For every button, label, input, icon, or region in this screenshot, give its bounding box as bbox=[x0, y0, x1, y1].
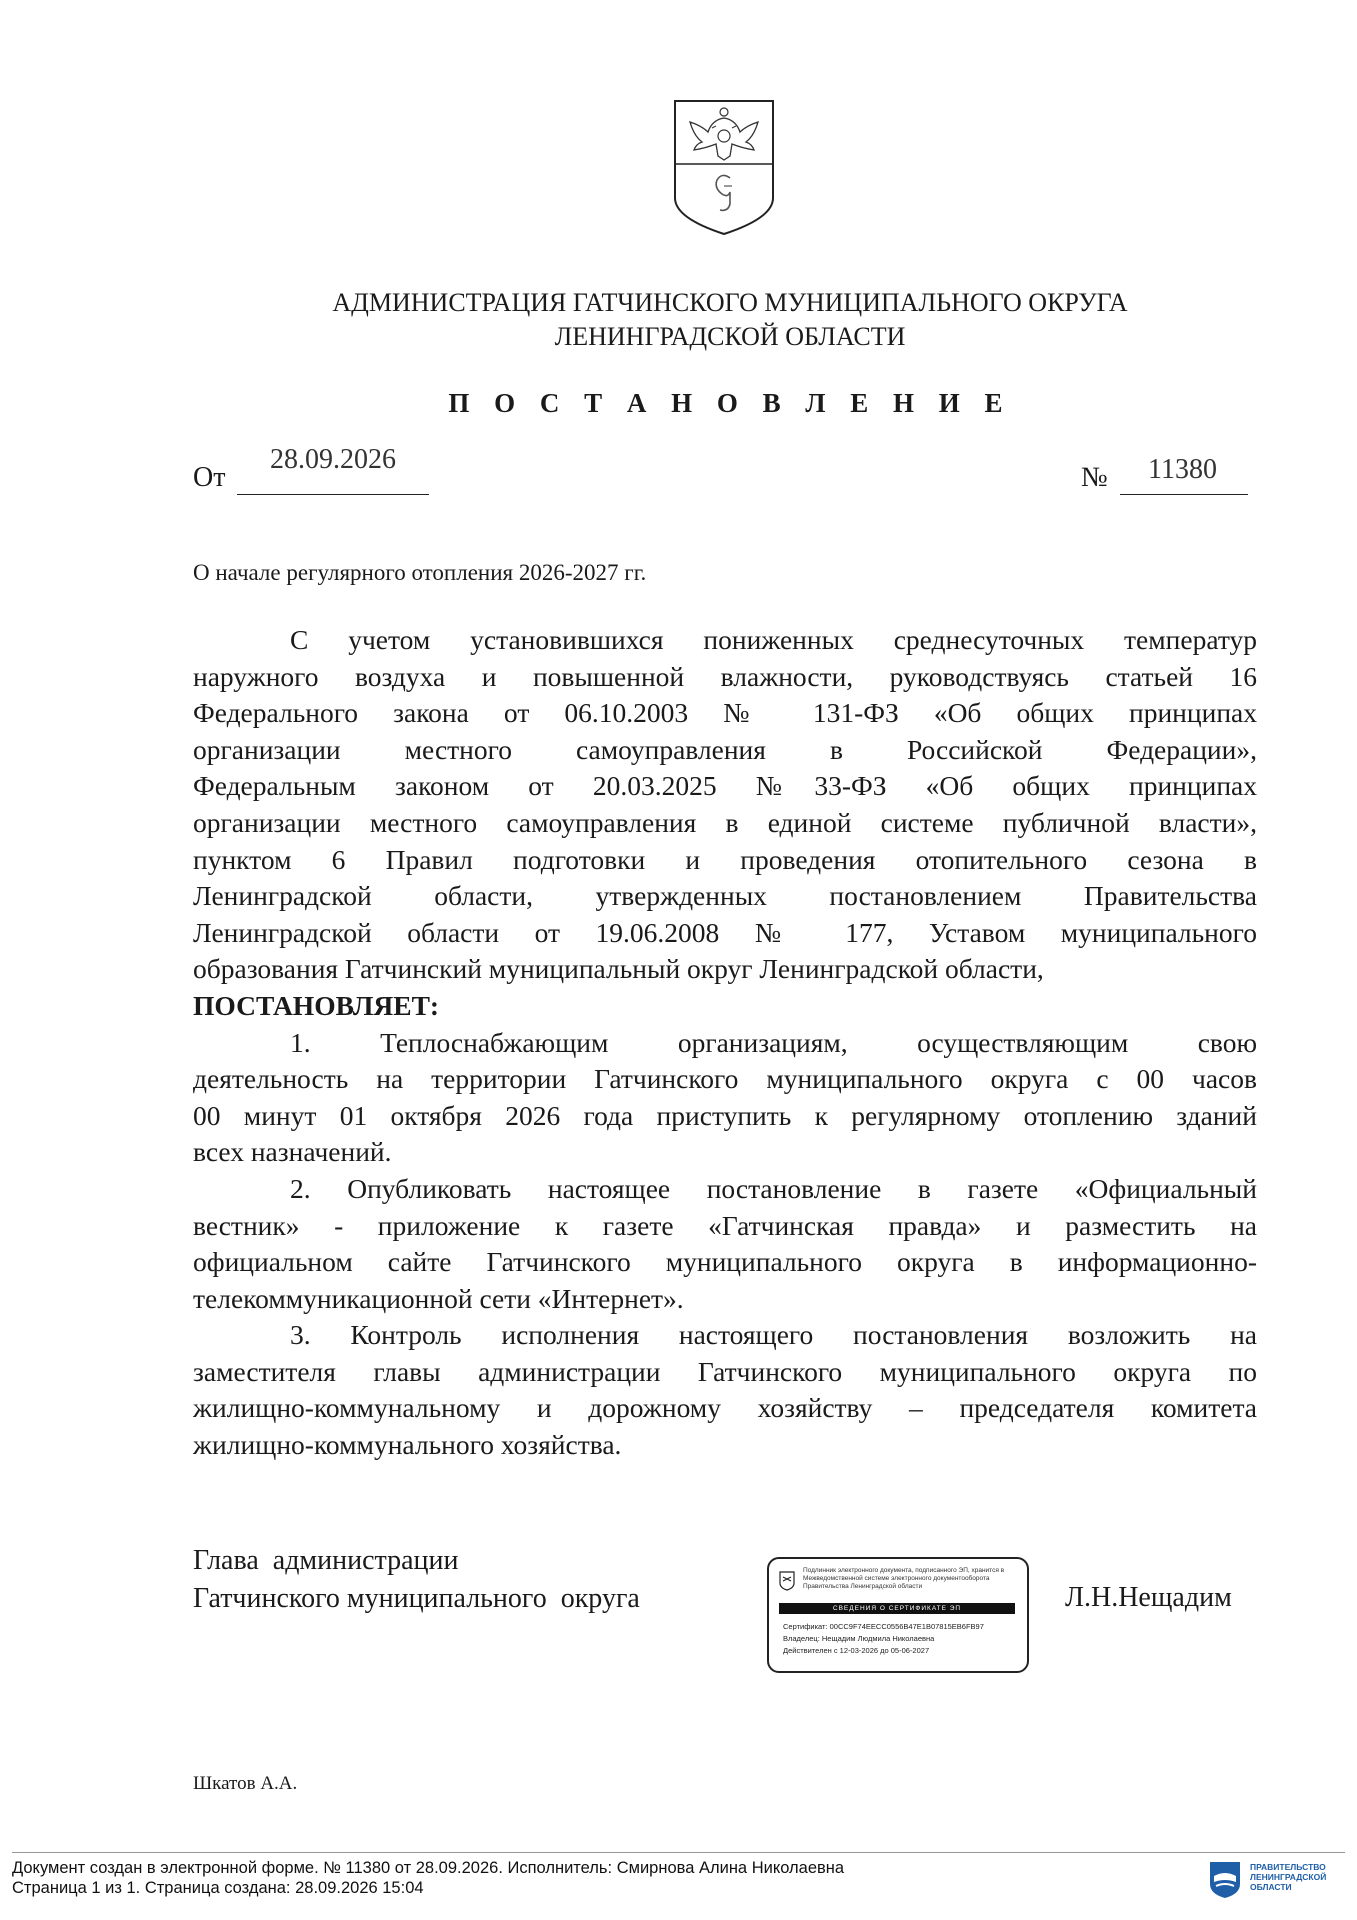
stamp-notice: Подлинник электронного документа, подписанного ЭП, хранится в Межведомственной системе электронного документооборота Правительства Ленинградской области bbox=[803, 1567, 1005, 1590]
stamp-certificate: Сертификат: 00CC9F74EECC0556B47E1B07815EB6FB97 bbox=[783, 1622, 984, 1631]
item-2 bbox=[193, 1171, 1257, 1317]
item-line: деятельность на территории Гатчинского муниципального округа с 00 часов bbox=[193, 1063, 1257, 1095]
resolves-text: ПОСТАНОВЛЯЕТ: bbox=[193, 989, 440, 1021]
preamble-line: наружного воздуха и повышенной влажности, руководствуясь статьей 16 bbox=[193, 660, 1257, 692]
preamble-line: Ленинградской области, утвержденных постановлением Правительства bbox=[193, 880, 1257, 912]
signatory-name: Л.Н.Нещадим bbox=[1065, 1582, 1232, 1613]
government-logo bbox=[1208, 1860, 1338, 1904]
document-body bbox=[193, 622, 1257, 1464]
government-emblem-icon bbox=[1208, 1860, 1242, 1900]
e-signature-stamp bbox=[767, 1557, 1029, 1673]
item-line: заместителя главы администрации Гатчинского муниципального округа по bbox=[193, 1355, 1257, 1387]
item-line: 00 минут 01 октября 2026 года приступить к регулярному отоплению зданий bbox=[193, 1099, 1257, 1131]
footer-line-2: Страница 1 из 1. Страница создана: 28.09.2026 15:04 bbox=[12, 1879, 424, 1897]
resolves-heading bbox=[193, 988, 1257, 1025]
stamp-info bbox=[783, 1621, 1019, 1657]
document-subject: О начале регулярного отопления 2026-2027 гг. bbox=[193, 560, 647, 585]
preamble-line: С учетом установившихся пониженных среднесуточных температур bbox=[290, 624, 1257, 655]
item-line: 1. Теплоснабжающим организациям, осуществляющим свою bbox=[290, 1026, 1257, 1058]
stamp-owner: Владелец: Нещадим Людмила Николаевна bbox=[783, 1634, 935, 1643]
item-1 bbox=[193, 1025, 1257, 1171]
document-number: 11380 bbox=[1148, 454, 1217, 485]
footer bbox=[12, 1858, 844, 1898]
stamp-valid: Действителен с 12-03-2026 до 05-06-2027 bbox=[783, 1646, 930, 1655]
preamble-line: Федеральным законом от 20.03.2025 №33-ФЗ «Об общих принципах bbox=[193, 770, 1257, 802]
item-3 bbox=[193, 1317, 1257, 1463]
signatory-position bbox=[193, 1542, 640, 1618]
preamble-line: организации местного самоуправления в Российской Федерации», bbox=[193, 733, 1257, 765]
item-line: жилищно-коммунального хозяйства. bbox=[193, 1429, 622, 1461]
government-logo-text bbox=[1250, 1862, 1326, 1892]
footer-divider bbox=[12, 1852, 1345, 1853]
position-line-1: Глава администрации bbox=[193, 1545, 459, 1576]
item-line: 2. Опубликовать настоящее постановление в газете «Официальный bbox=[290, 1172, 1257, 1204]
item-line: официальном сайте Гатчинского муниципального округа в информационно- bbox=[193, 1246, 1257, 1278]
footer-line-1: Документ создан в электронной форме. № 11380 от 28.09.2026. Исполнитель: Смирнова Алина Николаевна bbox=[12, 1859, 845, 1877]
preamble-line: образования Гатчинский муниципальный округ Ленинградской области, bbox=[193, 953, 1044, 985]
date-underline bbox=[237, 494, 429, 495]
preamble bbox=[193, 622, 1257, 988]
organization-name: АДМИНИСТРАЦИЯ ГАТЧИНСКОГО МУНИЦИПАЛЬНОГО ОКРУГА bbox=[332, 288, 1128, 317]
item-line: вестник» - приложение к газете «Гатчинская правда» и разместить на bbox=[193, 1209, 1257, 1241]
number-underline bbox=[1120, 494, 1248, 495]
document-type-title: П О С Т А Н О В Л Е Н И Е bbox=[448, 388, 1012, 418]
coat-of-arms-icon bbox=[672, 98, 776, 236]
number-label: № bbox=[1081, 462, 1108, 493]
preamble-line: организации местного самоуправления в единой системе публичной власти», bbox=[193, 806, 1257, 838]
document-date: 28.09.2026 bbox=[270, 444, 396, 475]
date-label: От bbox=[193, 462, 226, 493]
item-line: 3. Контроль исполнения настоящего постановления возложить на bbox=[290, 1319, 1257, 1351]
item-line: всех назначений. bbox=[193, 1136, 392, 1168]
organization-region: ЛЕНИНГРАДСКОЙ ОБЛАСТИ bbox=[554, 322, 906, 351]
executor-name: Шкатов А.А. bbox=[193, 1773, 298, 1794]
gov-text-line: ОБЛАСТИ bbox=[1250, 1882, 1292, 1892]
preamble-line: пунктом 6 Правил подготовки и проведения отопительного сезона в bbox=[193, 843, 1257, 875]
preamble-line: Ленинградской области от 19.06.2008 № 177, Уставом муниципального bbox=[193, 916, 1257, 948]
position-line-2: Гатчинского муниципального округа bbox=[193, 1583, 640, 1614]
stamp-bar: СВЕДЕНИЯ О СЕРТИФИКАТЕ ЭП bbox=[779, 1603, 1015, 1614]
region-emblem-icon bbox=[779, 1571, 795, 1591]
preamble-line: Федерального закона от 06.10.2003 № 131-ФЗ «Об общих принципах bbox=[193, 697, 1257, 729]
gov-text-line: ПРАВИТЕЛЬСТВО bbox=[1250, 1862, 1326, 1872]
item-line: жилищно-коммунальному и дорожному хозяйству – председателя комитета bbox=[193, 1392, 1257, 1424]
gov-text-line: ЛЕНИНГРАДСКОЙ bbox=[1250, 1872, 1327, 1882]
item-line: телекоммуникационной сети «Интернет». bbox=[193, 1282, 684, 1314]
